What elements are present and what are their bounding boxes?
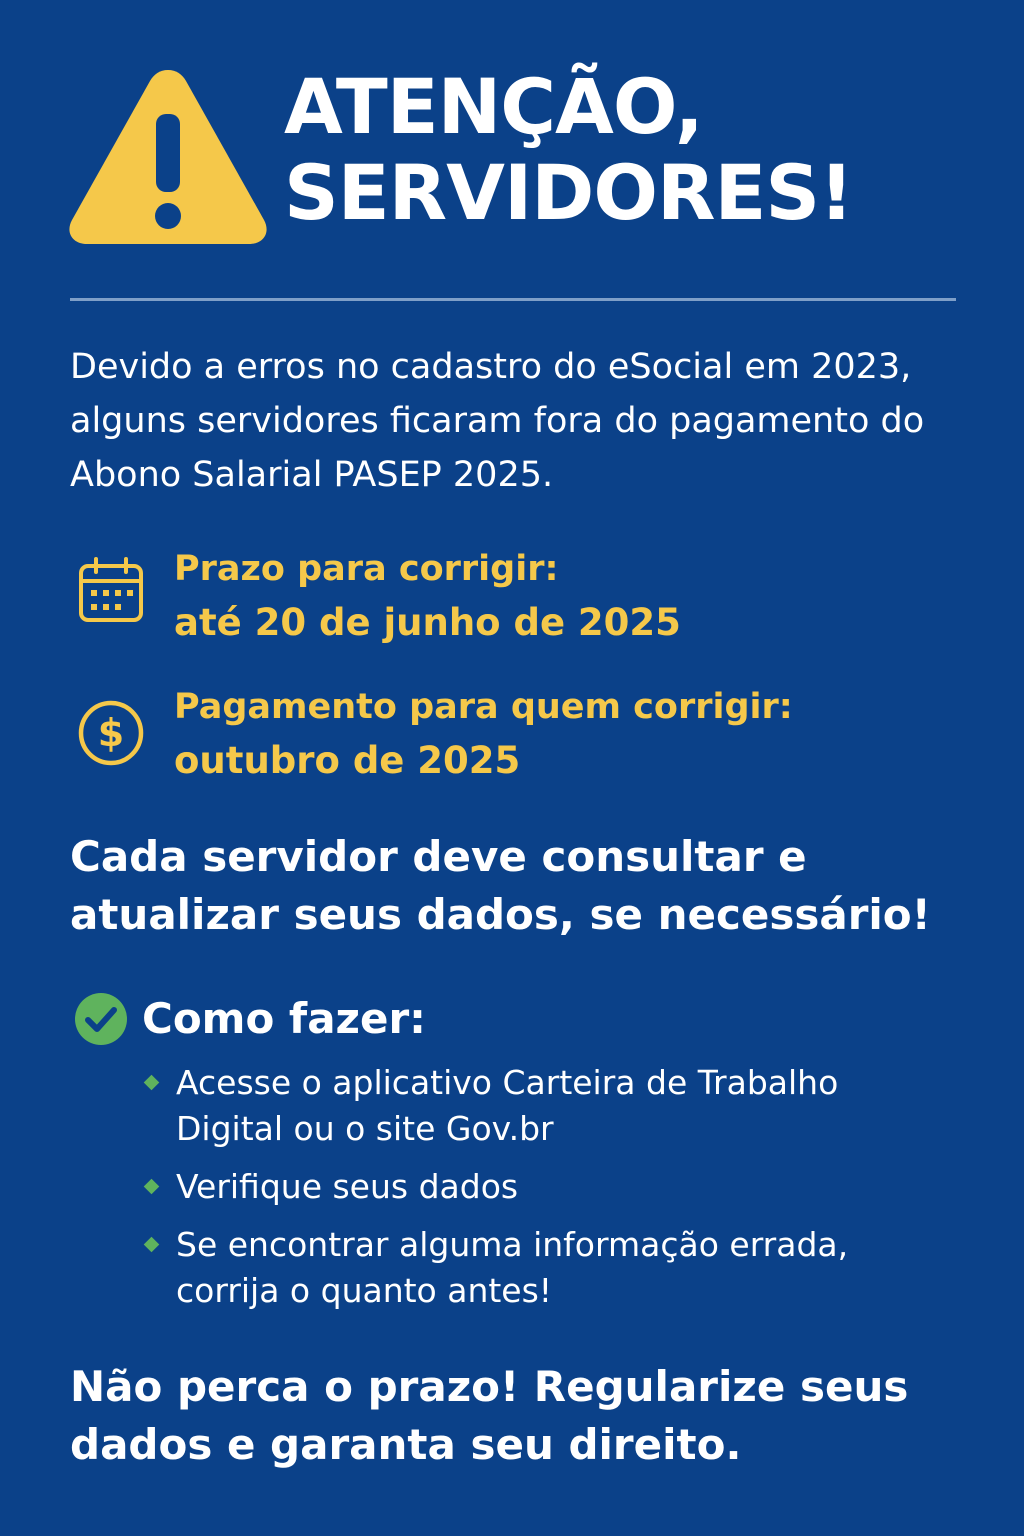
payment-label: Pagamento para quem corrigir: <box>174 687 793 727</box>
deadline-row <box>76 542 956 652</box>
deadline-label: Prazo para corrigir: <box>174 549 559 589</box>
title-line-2: SERVIDORES! <box>284 148 853 237</box>
bullet-diamond-icon <box>144 1237 160 1253</box>
payment-text <box>174 680 793 788</box>
warning-icon <box>66 62 270 246</box>
title-line-1: ATENÇÃO, <box>284 62 703 151</box>
intro-text: Devido a erros no cadastro do eSocial em 2023, alguns servidores ficaram fora do pagamento do Abono Salarial PASEP 2025. <box>70 347 925 495</box>
page-title <box>284 64 853 236</box>
step-text: Se encontrar alguma informação errada, corrija o quanto antes! <box>176 1225 849 1310</box>
dollar-coin-icon <box>76 698 146 768</box>
list-item <box>142 1164 942 1210</box>
header <box>66 58 966 258</box>
svg-text:$: $ <box>97 711 125 755</box>
divider <box>70 298 956 301</box>
step-text: Verifique seus dados <box>176 1167 519 1206</box>
howto-title: Como fazer: <box>142 994 426 1043</box>
steps-list <box>142 1060 942 1314</box>
payment-row <box>76 680 956 790</box>
callout-text: Cada servidor deve consultar e atualizar seus dados, se necessário! <box>70 832 931 939</box>
closing-text: Não perca o prazo! Regularize seus dados e garanta seu direito. <box>70 1362 909 1469</box>
list-item <box>142 1060 942 1152</box>
calendar-icon <box>76 556 146 626</box>
deadline-text <box>174 542 681 650</box>
list-item <box>142 1222 942 1314</box>
bullet-diamond-icon <box>144 1075 160 1091</box>
bullet-diamond-icon <box>144 1179 160 1195</box>
deadline-value: até 20 de junho de 2025 <box>174 601 681 644</box>
howto-header <box>74 990 954 1050</box>
payment-value: outubro de 2025 <box>174 739 521 782</box>
step-text: Acesse o aplicativo Carteira de Trabalho Digital ou o site Gov.br <box>176 1063 839 1148</box>
check-circle-icon <box>74 992 128 1046</box>
